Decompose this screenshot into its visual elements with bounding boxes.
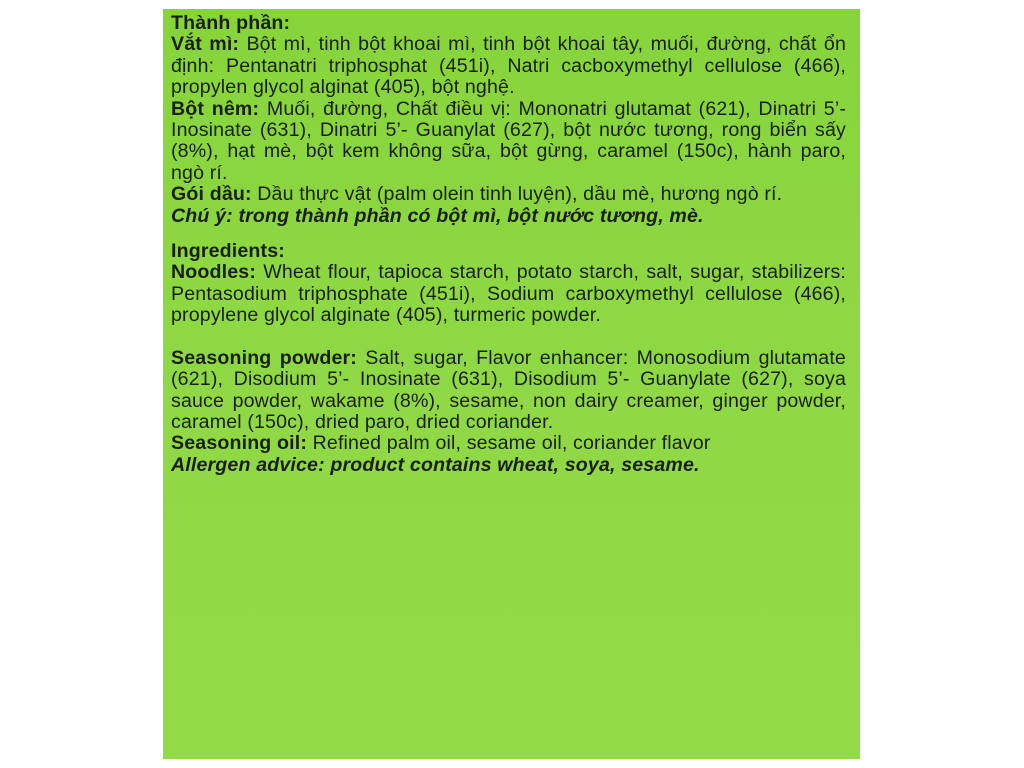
vi-heading: Thành phần: bbox=[171, 12, 291, 34]
en-seasoning-text: Salt, sugar, Flavor enhancer: Monosodium glutamate (621), Disodium 5’- Inosinate (631), Disodium 5’- Guanylate (627), soya sauce powder, wakame (8%), sesame, non dairy creamer, ginger powder, caramel (150c), dried paro, dried coriander. bbox=[171, 346, 846, 433]
vi-noodle-label: Vắt mì: bbox=[171, 33, 240, 56]
en-oil-label: Seasoning oil: bbox=[171, 432, 308, 455]
en-seasoning-label: Seasoning powder: bbox=[171, 346, 357, 369]
vi-oil-text: Dầu thực vật (palm olein tinh luyện), dầu mè, hương ngò rí. bbox=[251, 183, 783, 206]
vi-oil-paragraph bbox=[171, 184, 846, 205]
en-noodle-label: Noodles: bbox=[171, 261, 257, 284]
vi-seasoning-label: Bột nêm: bbox=[171, 97, 260, 120]
spacer bbox=[171, 327, 846, 348]
en-noodle-paragraph bbox=[171, 262, 846, 326]
vietnamese-ingredients bbox=[171, 13, 846, 227]
vi-seasoning-paragraph bbox=[171, 99, 846, 185]
en-allergen-advice: Allergen advice: product contains wheat, soya, sesame. bbox=[171, 453, 700, 476]
english-ingredients bbox=[171, 241, 846, 476]
vi-noodle-text: Bột mì, tinh bột khoai mì, tinh bột khoai tây, muối, đường, chất ổn định: Pentanatri triphosphat (451i), Natri cacboxymethyl cellulose (466), propylen glycol alginat (405), bột nghệ. bbox=[171, 33, 846, 99]
ingredient-label-panel bbox=[163, 9, 860, 759]
vi-noodle-paragraph bbox=[171, 34, 846, 98]
vi-seasoning-text: Muối, đường, Chất điều vị: Mononatri glutamat (621), Dinatri 5’- Inosinate (631), Dinatri 5’- Guanylat (627), bột nước tương, rong biển sấy (8%), hạt mè, bột kem không sữa, bột gừng, caramel (150c), hành paro, ngò rí. bbox=[171, 97, 846, 184]
en-heading: Ingredients: bbox=[171, 240, 285, 263]
vi-oil-label: Gói dầu: bbox=[171, 183, 252, 206]
en-noodle-text: Wheat flour, tapioca starch, potato starch, salt, sugar, stabilizers: Pentasodium triphosphate (451i), Sodium carboxymethyl cellulose (466), propylene glycol alginate (405), turmeric powder. bbox=[171, 261, 846, 327]
en-oil-text: Refined palm oil, sesame oil, coriander flavor bbox=[307, 432, 711, 455]
en-oil-paragraph bbox=[171, 433, 846, 454]
en-seasoning-paragraph bbox=[171, 348, 846, 434]
vi-allergen-note: Chú ý: trong thành phần có bột mì, bột nước tương, mè. bbox=[171, 204, 704, 227]
